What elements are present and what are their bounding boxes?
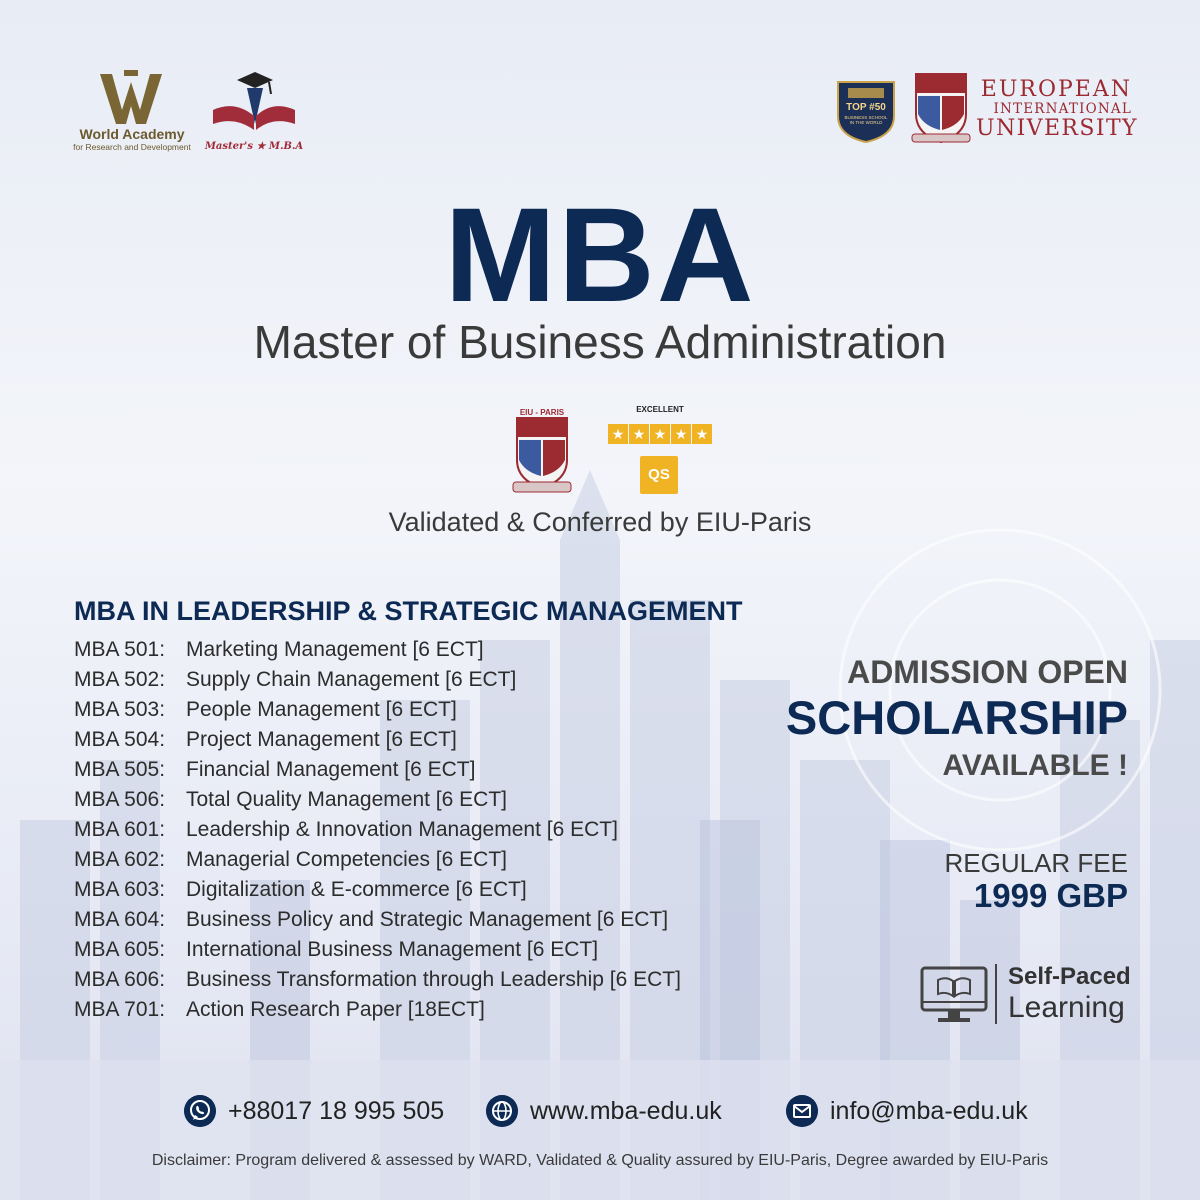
eiu-line-international: INTERNATIONAL xyxy=(993,101,1132,117)
course-item xyxy=(74,815,681,845)
scholarship-text: SCHOLARSHIP xyxy=(785,691,1128,744)
fee-label: REGULAR FEE xyxy=(944,848,1128,878)
top50-subtitle: BUSINESS SCHOOL IN THE WORLD xyxy=(844,115,888,125)
rating-label: EXCELLENT xyxy=(636,405,684,414)
star-icon: ★ xyxy=(671,424,691,444)
course-item xyxy=(74,995,681,1025)
course-name: Action Research Paper [18ECT] xyxy=(186,998,485,1021)
qs-logo: QS xyxy=(640,456,678,494)
top50-badge xyxy=(836,76,896,144)
course-item xyxy=(74,905,681,935)
disclaimer-text: Disclaimer: Program delivered & assessed by WARD, Validated & Quality assured by EIU-Paris, Degree awarded by EIU-Paris xyxy=(151,1152,1049,1169)
book-pen-icon xyxy=(207,70,301,136)
fee-amount: 1999 GBP xyxy=(973,877,1128,914)
course-code: MBA 602: xyxy=(74,848,166,871)
course-item xyxy=(74,665,681,695)
course-item xyxy=(74,695,681,725)
masters-mba-logo xyxy=(204,70,304,152)
course-code: MBA 503: xyxy=(74,698,166,721)
course-item xyxy=(74,845,681,875)
masters-logo-text: Master's ★ M.B.A xyxy=(204,141,304,152)
validated-text: Validated & Conferred by EIU-Paris xyxy=(388,507,812,537)
course-item xyxy=(74,965,681,995)
self-paced-divider xyxy=(995,964,997,1024)
self-paced-label xyxy=(1008,962,1132,1024)
phone-number[interactable]: +88017 18 995 505 xyxy=(228,1096,445,1125)
eiu-line-university: UNIVERSITY xyxy=(976,116,1138,141)
self-paced-line2: Learning xyxy=(1008,991,1125,1024)
eiu-crest-icon xyxy=(910,70,972,146)
course-code: MBA 505: xyxy=(74,758,166,781)
course-name: Leadership & Innovation Management [6 ECT] xyxy=(186,818,618,841)
star-icon: ★ xyxy=(608,424,628,444)
course-name: Business Transformation through Leadership [6 ECT] xyxy=(186,968,681,991)
course-code: MBA 501: xyxy=(74,638,166,661)
course-name: Supply Chain Management [6 ECT] xyxy=(186,668,517,691)
course-code: MBA 601: xyxy=(74,818,166,841)
rating-stars xyxy=(608,424,712,444)
mail-icon xyxy=(786,1095,818,1127)
ward-name: World Academy xyxy=(79,126,185,142)
course-code: MBA 504: xyxy=(74,728,166,751)
course-item xyxy=(74,635,681,665)
self-paced-line1: Self-Paced xyxy=(1008,963,1131,990)
course-name: Business Policy and Strategic Management [6 ECT] xyxy=(186,908,669,931)
contact-phone[interactable] xyxy=(184,1094,444,1128)
whatsapp-icon xyxy=(184,1095,216,1127)
eiu-wordmark xyxy=(976,74,1138,141)
ward-logo xyxy=(72,70,192,152)
course-name: Total Quality Management [6 ECT] xyxy=(186,788,507,811)
course-code: MBA 605: xyxy=(74,938,166,961)
crest-label: EIU - PARIS xyxy=(519,408,565,417)
course-name: Digitalization & E-commerce [6 ECT] xyxy=(186,878,527,901)
course-item xyxy=(74,875,681,905)
course-name: Financial Management [6 ECT] xyxy=(186,758,476,781)
program-title: MBA IN LEADERSHIP & STRATEGIC MANAGEMENT xyxy=(74,596,743,626)
globe-icon xyxy=(486,1095,518,1127)
ward-w-icon xyxy=(98,70,164,126)
contact-email[interactable] xyxy=(786,1094,1028,1128)
course-list xyxy=(74,635,681,1025)
star-icon: ★ xyxy=(629,424,649,444)
course-item xyxy=(74,785,681,815)
course-code: MBA 606: xyxy=(74,968,166,991)
course-code: MBA 506: xyxy=(74,788,166,811)
course-item xyxy=(74,725,681,755)
sub-title: Master of Business Administration xyxy=(253,316,947,368)
email-address[interactable]: info@mba-edu.uk xyxy=(830,1096,1028,1125)
course-code: MBA 701: xyxy=(74,998,166,1021)
monitor-book-icon xyxy=(920,966,988,1024)
star-icon: ★ xyxy=(692,424,712,444)
eiu-paris-crest-icon xyxy=(511,406,573,496)
course-name: Marketing Management [6 ECT] xyxy=(186,638,484,661)
available-text: AVAILABLE ! xyxy=(942,749,1128,782)
ward-subtitle: for Research and Development xyxy=(73,142,191,152)
course-name: Managerial Competencies [6 ECT] xyxy=(186,848,507,871)
star-icon: ★ xyxy=(650,424,670,444)
course-item xyxy=(74,935,681,965)
course-code: MBA 502: xyxy=(74,668,166,691)
course-code: MBA 604: xyxy=(74,908,166,931)
course-name: Project Management [6 ECT] xyxy=(186,728,457,751)
admission-open-text: ADMISSION OPEN xyxy=(847,654,1128,690)
eiu-line-european: EUROPEAN xyxy=(980,77,1132,102)
course-item xyxy=(74,755,681,785)
website-url[interactable]: www.mba-edu.uk xyxy=(530,1096,722,1125)
course-name: People Management [6 ECT] xyxy=(186,698,457,721)
course-code: MBA 603: xyxy=(74,878,166,901)
top50-title: TOP #50 xyxy=(846,102,886,113)
course-name: International Business Management [6 ECT] xyxy=(186,938,599,961)
main-title: MBA xyxy=(444,181,756,330)
contact-website[interactable] xyxy=(486,1094,722,1128)
